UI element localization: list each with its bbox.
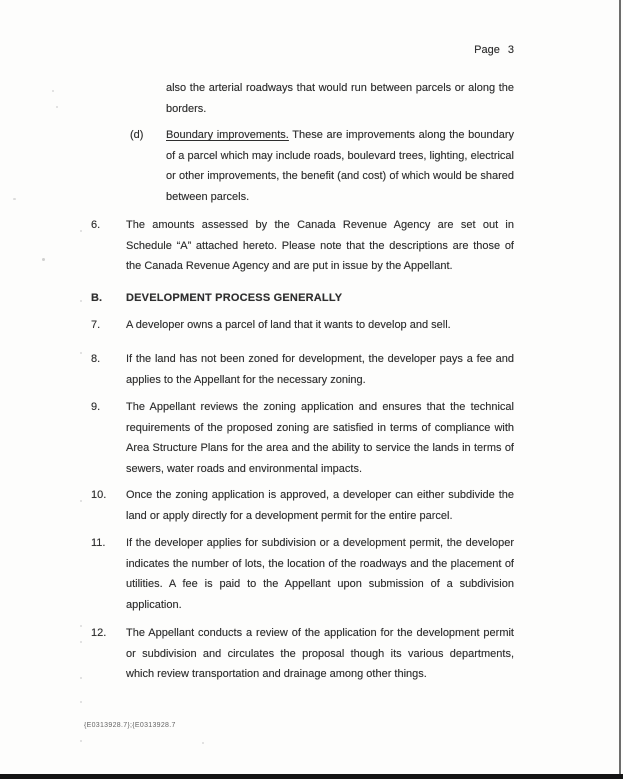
list-item-10-label: 10. — [91, 489, 107, 501]
underlined-lead: Boundary improvements. — [166, 129, 289, 141]
scan-speckle — [80, 641, 82, 643]
scan-speckle — [80, 500, 82, 502]
list-item-10-text: Once the zoning application is approved, a developer can either subdivide the land or apply directly for a development permit for the entire parcel. — [126, 489, 514, 522]
scan-speckle — [80, 230, 82, 232]
list-item-9-label: 9. — [91, 401, 101, 413]
list-item-d-label: (d) — [130, 129, 144, 141]
list-item-d — [0, 125, 623, 207]
scan-edge-right — [619, 0, 621, 774]
scan-speckle — [56, 106, 58, 108]
list-item-8 — [0, 349, 623, 390]
scan-speckle — [80, 625, 82, 627]
scan-speckle — [80, 300, 82, 302]
list-item-12-label: 12. — [91, 627, 107, 639]
list-item-12 — [0, 623, 623, 685]
list-item-6 — [0, 215, 623, 277]
list-item-10 — [0, 485, 623, 526]
page-number: Page 3 — [474, 44, 514, 56]
list-item-12-text: The Appellant conducts a review of the application for the development permit or subdivision and circulates the proposal though its various departments, which review transportation and drainage among other things. — [126, 627, 514, 680]
scan-speckle — [202, 742, 204, 744]
list-item-d-text — [166, 125, 514, 207]
scan-speckle — [80, 701, 82, 703]
list-item-8-label: 8. — [91, 353, 101, 365]
list-item-6-text: The amounts assessed by the Canada Revenue Agency are set out in Schedule “A” attached hereto. Please note that the descriptions are those of the Canada Revenue Agency and are put in issue by the Appellant. — [126, 219, 514, 272]
list-item-11 — [0, 533, 623, 615]
list-item-7 — [0, 315, 623, 336]
section-heading-b-label: B. — [91, 292, 102, 304]
list-item-d-rest: These are improvements along the boundary of a parcel which may include roads, boulevard trees, lighting, electrical or other improvements, the benefit (and cost) of which would be shared between parcels. — [166, 129, 514, 203]
list-item-7-label: 7. — [91, 319, 101, 331]
document-id-stamp: {E0313928.7};{E0313928.7 — [84, 722, 176, 729]
list-item-9 — [0, 397, 623, 479]
list-item-11-text: If the developer applies for subdivision or a development permit, the developer indicates the number of lots, the location of the roadways and the placement of utilities. A fee is paid to the Appellant upon submission of a subdivision application. — [126, 537, 514, 611]
scan-speckle — [13, 198, 16, 200]
scan-edge-bottom — [0, 774, 623, 779]
list-item-7-text: A developer owns a parcel of land that it wants to develop and sell. — [126, 319, 451, 331]
list-item-11-label: 11. — [91, 537, 106, 549]
section-heading-b-title: DEVELOPMENT PROCESS GENERALLY — [126, 292, 343, 304]
list-item-8-text: If the land has not been zoned for development, the developer pays a fee and applies to the Appellant for the necessary zoning. — [126, 353, 514, 386]
scan-speckle — [80, 677, 82, 679]
scan-speckle — [80, 740, 82, 742]
section-heading-b — [0, 288, 623, 309]
paragraph-continuation — [0, 78, 623, 119]
list-item-9-text: The Appellant reviews the zoning application and ensures that the technical requirements of the proposed zoning are satisfied in terms of compliance with Area Structure Plans for the area and the ability to service the lands in terms of sewers, water roads and environmental impacts. — [126, 401, 514, 475]
scan-speckle — [80, 352, 82, 354]
scan-speckle — [52, 90, 54, 92]
scan-speckle — [42, 258, 45, 261]
paragraph-continuation-text: also the arterial roadways that would run between parcels or along the borders. — [166, 82, 514, 115]
list-item-6-label: 6. — [91, 219, 101, 231]
